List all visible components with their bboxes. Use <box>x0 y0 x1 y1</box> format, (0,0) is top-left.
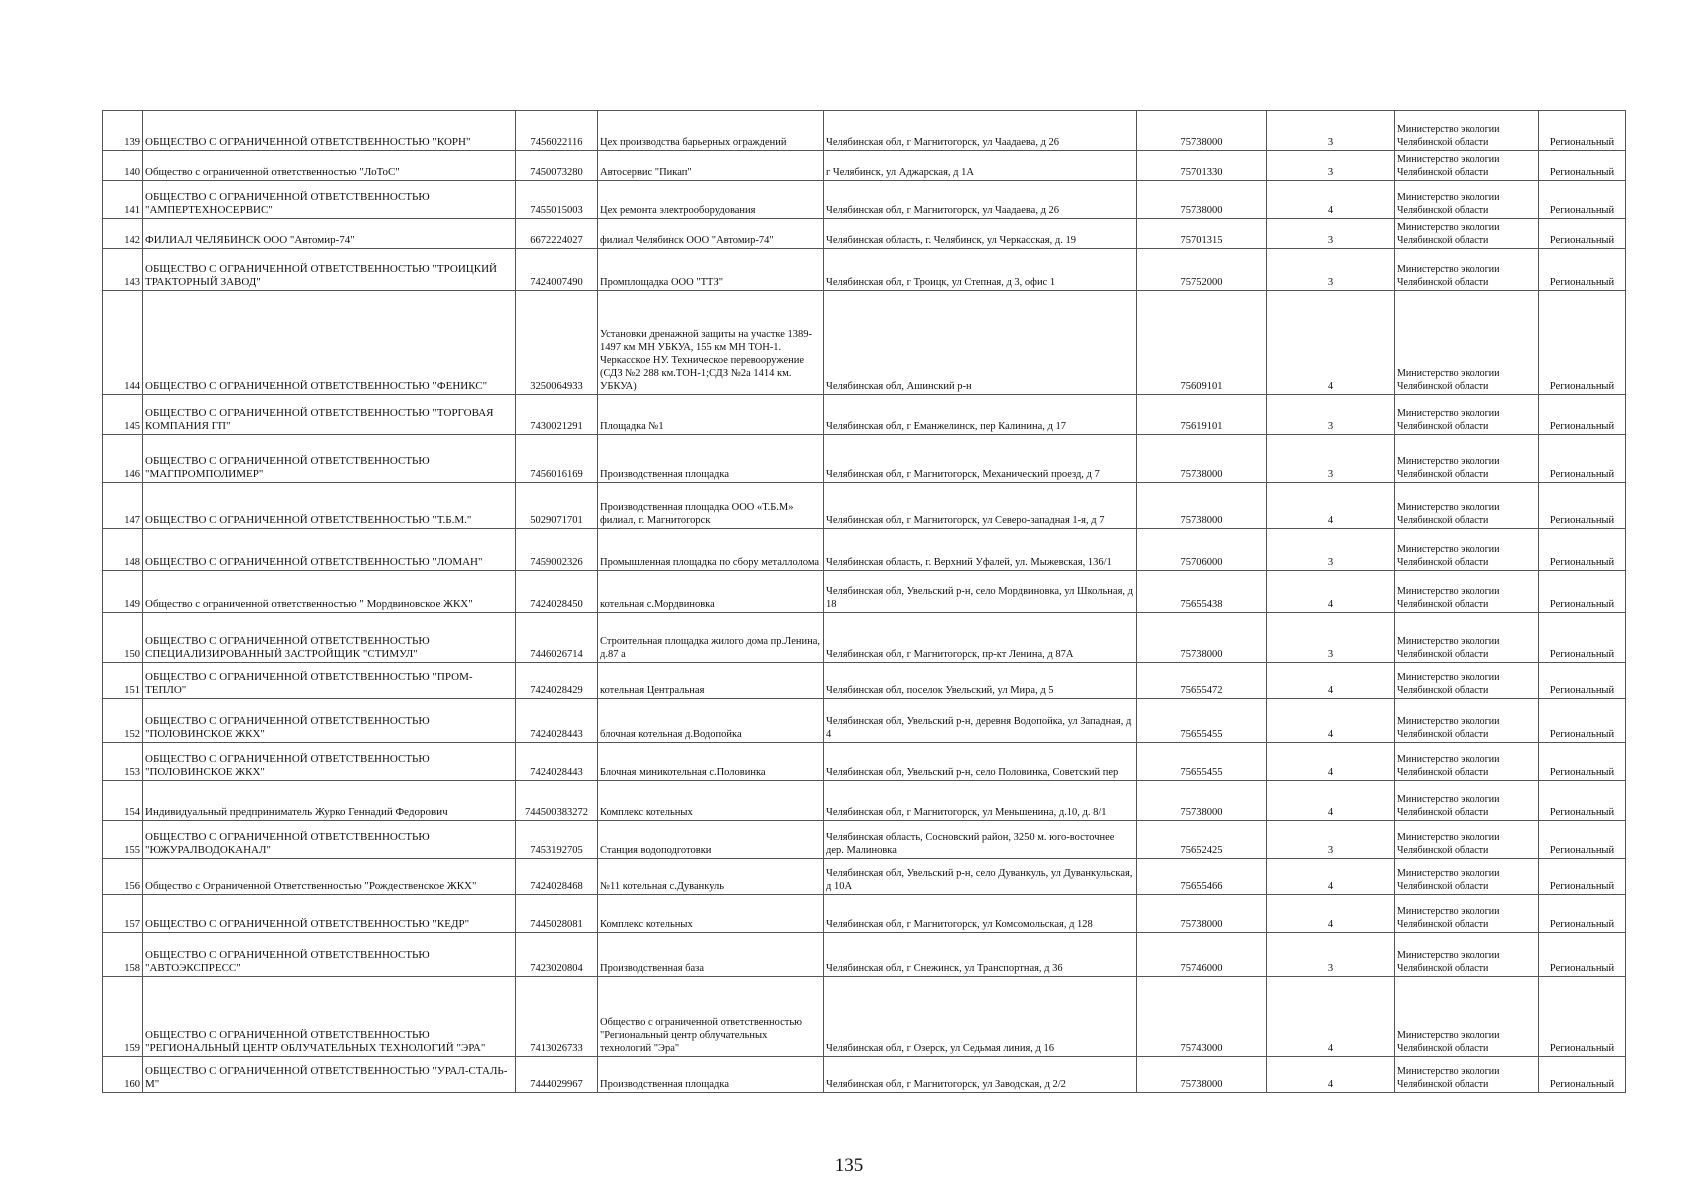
supervising-authority: Министерство экологии Челябинской области <box>1395 181 1539 219</box>
object-name: Площадка №1 <box>598 395 824 435</box>
row-number: 143 <box>103 249 143 291</box>
table-row <box>103 859 1626 895</box>
object-address: Челябинская обл, г Магнитогорск, ул Заводская, д 2/2 <box>824 1057 1137 1093</box>
oktmo-code: 75655455 <box>1137 743 1267 781</box>
object-name: Станция водоподготовки <box>598 821 824 859</box>
supervising-authority: Министерство экологии Челябинской области <box>1395 1057 1539 1093</box>
row-number: 154 <box>103 781 143 821</box>
row-number: 158 <box>103 933 143 977</box>
organization-name: Общество с Ограниченной Ответственностью "Рождественское ЖКХ" <box>143 859 516 895</box>
object-name: Установки дренажной защиты на участке 1389-1497 км МН УБКУА, 155 км МН ТОН-1. Черкасское НУ. Техническое перевооружение (СДЗ №2 288 км.ТОН-1;СДЗ №2а 1414 км. УБКУА) <box>598 291 824 395</box>
supervision-level: Региональный <box>1539 151 1626 181</box>
oktmo-code: 75738000 <box>1137 181 1267 219</box>
supervision-level: Региональный <box>1539 933 1626 977</box>
inn-cell: 7423020804 <box>516 933 598 977</box>
table-row <box>103 895 1626 933</box>
supervision-level: Региональный <box>1539 663 1626 699</box>
row-number: 157 <box>103 895 143 933</box>
oktmo-code: 75738000 <box>1137 781 1267 821</box>
supervising-authority: Министерство экологии Челябинской области <box>1395 249 1539 291</box>
object-address: Челябинская область, Сосновский район, 3250 м. юго-восточнее дер. Малиновка <box>824 821 1137 859</box>
table-row <box>103 151 1626 181</box>
object-category: 4 <box>1267 291 1395 395</box>
organization-name: ОБЩЕСТВО С ОГРАНИЧЕННОЙ ОТВЕТСТВЕННОСТЬЮ "ТРОИЦКИЙ ТРАКТОРНЫЙ ЗАВОД" <box>143 249 516 291</box>
object-address: Челябинская обл, Увельский р-н, село Дуванкуль, ул Дуванкульская, д 10А <box>824 859 1137 895</box>
organization-name: ОБЩЕСТВО С ОГРАНИЧЕННОЙ ОТВЕТСТВЕННОСТЬЮ "КОРН" <box>143 111 516 151</box>
supervising-authority: Министерство экологии Челябинской области <box>1395 435 1539 483</box>
supervising-authority: Министерство экологии Челябинской области <box>1395 663 1539 699</box>
object-address: Челябинская обл, г Озерск, ул Седьмая линия, д 16 <box>824 977 1137 1057</box>
inn-cell: 7446026714 <box>516 613 598 663</box>
supervising-authority: Министерство экологии Челябинской области <box>1395 395 1539 435</box>
row-number: 146 <box>103 435 143 483</box>
row-number: 145 <box>103 395 143 435</box>
object-name: блочная котельная д.Водопойка <box>598 699 824 743</box>
supervision-level: Региональный <box>1539 613 1626 663</box>
inn-cell: 7455015003 <box>516 181 598 219</box>
object-address: Челябинская обл, г Снежинск, ул Транспортная, д 36 <box>824 933 1137 977</box>
object-name: Производственная площадка <box>598 435 824 483</box>
table-row <box>103 395 1626 435</box>
oktmo-code: 75738000 <box>1137 483 1267 529</box>
supervision-level: Региональный <box>1539 249 1626 291</box>
inn-cell: 7424028443 <box>516 699 598 743</box>
inn-cell: 7430021291 <box>516 395 598 435</box>
oktmo-code: 75738000 <box>1137 435 1267 483</box>
supervision-level: Региональный <box>1539 895 1626 933</box>
inn-cell: 7424028443 <box>516 743 598 781</box>
inn-cell: 7444029967 <box>516 1057 598 1093</box>
table-row <box>103 219 1626 249</box>
object-address: Челябинская обл, Ашинский р-н <box>824 291 1137 395</box>
row-number: 139 <box>103 111 143 151</box>
inn-cell: 7459002326 <box>516 529 598 571</box>
supervising-authority: Министерство экологии Челябинской области <box>1395 151 1539 181</box>
oktmo-code: 75655466 <box>1137 859 1267 895</box>
inn-cell: 7445028081 <box>516 895 598 933</box>
object-address: Челябинская обл, г Магнитогорск, ул Меньшенина, д.10, д. 8/1 <box>824 781 1137 821</box>
object-category: 4 <box>1267 571 1395 613</box>
oktmo-code: 75655472 <box>1137 663 1267 699</box>
supervision-level: Региональный <box>1539 291 1626 395</box>
oktmo-code: 75706000 <box>1137 529 1267 571</box>
row-number: 160 <box>103 1057 143 1093</box>
inn-cell: 7413026733 <box>516 977 598 1057</box>
row-number: 151 <box>103 663 143 699</box>
supervising-authority: Министерство экологии Челябинской области <box>1395 613 1539 663</box>
supervision-level: Региональный <box>1539 483 1626 529</box>
registry-body <box>103 111 1626 1093</box>
table-row <box>103 249 1626 291</box>
table-row <box>103 743 1626 781</box>
object-name: филиал Челябинск ООО "Автомир-74" <box>598 219 824 249</box>
organization-name: ФИЛИАЛ ЧЕЛЯБИНСК ООО "Автомир-74" <box>143 219 516 249</box>
supervision-level: Региональный <box>1539 859 1626 895</box>
object-address: Челябинская обл, г Еманжелинск, пер Калинина, д 17 <box>824 395 1137 435</box>
object-name: №11 котельная с.Дуванкуль <box>598 859 824 895</box>
organization-name: ОБЩЕСТВО С ОГРАНИЧЕННОЙ ОТВЕТСТВЕННОСТЬЮ "Т.Б.М." <box>143 483 516 529</box>
organization-name: ОБЩЕСТВО С ОГРАНИЧЕННОЙ ОТВЕТСТВЕННОСТЬЮ "ЮЖУРАЛВОДОКАНАЛ" <box>143 821 516 859</box>
object-address: Челябинская обл, г Магнитогорск, ул Чаадаева, д 26 <box>824 181 1137 219</box>
oktmo-code: 75701315 <box>1137 219 1267 249</box>
object-category: 4 <box>1267 895 1395 933</box>
inn-cell: 7453192705 <box>516 821 598 859</box>
row-number: 150 <box>103 613 143 663</box>
supervision-level: Региональный <box>1539 571 1626 613</box>
object-address: Челябинская обл, г Магнитогорск, ул Комсомольская, д 128 <box>824 895 1137 933</box>
object-name: Промплощадка ООО "ТТЗ" <box>598 249 824 291</box>
object-category: 3 <box>1267 395 1395 435</box>
object-address: Челябинская обл, поселок Увельский, ул Мира, д 5 <box>824 663 1137 699</box>
object-name: Комплекс котельных <box>598 781 824 821</box>
object-address: Челябинская обл, г Магнитогорск, Механический проезд, д 7 <box>824 435 1137 483</box>
object-category: 4 <box>1267 743 1395 781</box>
supervision-level: Региональный <box>1539 435 1626 483</box>
table-row <box>103 977 1626 1057</box>
organization-name: ОБЩЕСТВО С ОГРАНИЧЕННОЙ ОТВЕТСТВЕННОСТЬЮ "РЕГИОНАЛЬНЫЙ ЦЕНТР ОБЛУЧАТЕЛЬНЫХ ТЕХНОЛОГИЙ "ЭРА" <box>143 977 516 1057</box>
object-category: 4 <box>1267 483 1395 529</box>
supervising-authority: Министерство экологии Челябинской области <box>1395 529 1539 571</box>
row-number: 159 <box>103 977 143 1057</box>
oktmo-code: 75752000 <box>1137 249 1267 291</box>
table-row <box>103 1057 1626 1093</box>
object-name: Цех ремонта электрооборудования <box>598 181 824 219</box>
supervising-authority: Министерство экологии Челябинской области <box>1395 571 1539 613</box>
table-row <box>103 483 1626 529</box>
object-name: котельная Центральная <box>598 663 824 699</box>
object-address: Челябинская область, г. Челябинск, ул Черкасская, д. 19 <box>824 219 1137 249</box>
object-category: 4 <box>1267 859 1395 895</box>
supervision-level: Региональный <box>1539 977 1626 1057</box>
supervising-authority: Министерство экологии Челябинской области <box>1395 933 1539 977</box>
table-row <box>103 613 1626 663</box>
organization-name: ОБЩЕСТВО С ОГРАНИЧЕННОЙ ОТВЕТСТВЕННОСТЬЮ "ЛОМАН" <box>143 529 516 571</box>
inn-cell: 6672224027 <box>516 219 598 249</box>
table-row <box>103 821 1626 859</box>
object-category: 3 <box>1267 151 1395 181</box>
organization-name: Общество с ограниченной ответственностью " Мордвиновское ЖКХ" <box>143 571 516 613</box>
organization-name: ОБЩЕСТВО С ОГРАНИЧЕННОЙ ОТВЕТСТВЕННОСТЬЮ СПЕЦИАЛИЗИРОВАННЫЙ ЗАСТРОЙЩИК "СТИМУЛ" <box>143 613 516 663</box>
object-name: Автосервис "Пикап" <box>598 151 824 181</box>
oktmo-code: 75738000 <box>1137 613 1267 663</box>
organization-name: ОБЩЕСТВО С ОГРАНИЧЕННОЙ ОТВЕТСТВЕННОСТЬЮ "АМПЕРТЕХНОСЕРВИС" <box>143 181 516 219</box>
supervising-authority: Министерство экологии Челябинской области <box>1395 699 1539 743</box>
object-category: 4 <box>1267 1057 1395 1093</box>
table-row <box>103 663 1626 699</box>
inn-cell: 7456016169 <box>516 435 598 483</box>
object-category: 3 <box>1267 219 1395 249</box>
object-category: 4 <box>1267 977 1395 1057</box>
object-category: 3 <box>1267 933 1395 977</box>
oktmo-code: 75746000 <box>1137 933 1267 977</box>
supervising-authority: Министерство экологии Челябинской области <box>1395 483 1539 529</box>
supervision-level: Региональный <box>1539 219 1626 249</box>
organization-name: ОБЩЕСТВО С ОГРАНИЧЕННОЙ ОТВЕТСТВЕННОСТЬЮ "АВТОЭКСПРЕСС" <box>143 933 516 977</box>
object-address: Челябинская обл, Увельский р-н, деревня Водопойка, ул Западная, д 4 <box>824 699 1137 743</box>
table-row <box>103 435 1626 483</box>
object-address: Челябинская обл, г Магнитогорск, пр-кт Ленина, д 87А <box>824 613 1137 663</box>
object-name: котельная с.Мордвиновка <box>598 571 824 613</box>
supervision-level: Региональный <box>1539 395 1626 435</box>
supervising-authority: Министерство экологии Челябинской области <box>1395 977 1539 1057</box>
object-address: Челябинская обл, Увельский р-н, село Половинка, Советский пер <box>824 743 1137 781</box>
supervising-authority: Министерство экологии Челябинской области <box>1395 895 1539 933</box>
object-name: Строительная площадка жилого дома пр.Ленина, д.87 а <box>598 613 824 663</box>
oktmo-code: 75738000 <box>1137 895 1267 933</box>
object-name: Производственная площадка <box>598 1057 824 1093</box>
organization-name: Общество с ограниченной ответственностью "ЛоТоС" <box>143 151 516 181</box>
supervising-authority: Министерство экологии Челябинской области <box>1395 821 1539 859</box>
supervision-level: Региональный <box>1539 111 1626 151</box>
object-address: Челябинская обл, г Троицк, ул Степная, д 3, офис 1 <box>824 249 1137 291</box>
object-category: 4 <box>1267 181 1395 219</box>
table-row <box>103 529 1626 571</box>
organization-name: ОБЩЕСТВО С ОГРАНИЧЕННОЙ ОТВЕТСТВЕННОСТЬЮ "ПОЛОВИНСКОЕ ЖКХ" <box>143 743 516 781</box>
object-category: 3 <box>1267 111 1395 151</box>
object-name: Промышленная площадка по сбору металлолома <box>598 529 824 571</box>
table-row <box>103 181 1626 219</box>
supervising-authority: Министерство экологии Челябинской области <box>1395 743 1539 781</box>
row-number: 147 <box>103 483 143 529</box>
object-category: 3 <box>1267 821 1395 859</box>
object-address: г Челябинск, ул Аджарская, д 1А <box>824 151 1137 181</box>
supervising-authority: Министерство экологии Челябинской области <box>1395 219 1539 249</box>
row-number: 149 <box>103 571 143 613</box>
oktmo-code: 75738000 <box>1137 1057 1267 1093</box>
inn-cell: 7456022116 <box>516 111 598 151</box>
supervising-authority: Министерство экологии Челябинской области <box>1395 781 1539 821</box>
object-category: 3 <box>1267 435 1395 483</box>
inn-cell: 7424028429 <box>516 663 598 699</box>
table-row <box>103 111 1626 151</box>
row-number: 155 <box>103 821 143 859</box>
organization-name: ОБЩЕСТВО С ОГРАНИЧЕННОЙ ОТВЕТСТВЕННОСТЬЮ "ТОРГОВАЯ КОМПАНИЯ ГП" <box>143 395 516 435</box>
object-category: 4 <box>1267 663 1395 699</box>
oktmo-code: 75701330 <box>1137 151 1267 181</box>
object-category: 3 <box>1267 529 1395 571</box>
row-number: 148 <box>103 529 143 571</box>
supervision-level: Региональный <box>1539 821 1626 859</box>
organization-name: ОБЩЕСТВО С ОГРАНИЧЕННОЙ ОТВЕТСТВЕННОСТЬЮ "МАГПРОМПОЛИМЕР" <box>143 435 516 483</box>
organization-name: ОБЩЕСТВО С ОГРАНИЧЕННОЙ ОТВЕТСТВЕННОСТЬЮ "ПРОМ-ТЕПЛО" <box>143 663 516 699</box>
row-number: 152 <box>103 699 143 743</box>
table-row <box>103 781 1626 821</box>
object-category: 4 <box>1267 699 1395 743</box>
row-number: 153 <box>103 743 143 781</box>
row-number: 141 <box>103 181 143 219</box>
object-address: Челябинская обл, Увельский р-н, село Мордвиновка, ул Школьная, д 18 <box>824 571 1137 613</box>
inn-cell: 7424007490 <box>516 249 598 291</box>
organization-name: ОБЩЕСТВО С ОГРАНИЧЕННОЙ ОТВЕТСТВЕННОСТЬЮ "ПОЛОВИНСКОЕ ЖКХ" <box>143 699 516 743</box>
oktmo-code: 75743000 <box>1137 977 1267 1057</box>
inn-cell: 7424028450 <box>516 571 598 613</box>
table-row <box>103 571 1626 613</box>
object-name: Цех производства барьерных ограждений <box>598 111 824 151</box>
table-row <box>103 933 1626 977</box>
oktmo-code: 75655438 <box>1137 571 1267 613</box>
organization-name: ОБЩЕСТВО С ОГРАНИЧЕННОЙ ОТВЕТСТВЕННОСТЬЮ "КЕДР" <box>143 895 516 933</box>
oktmo-code: 75619101 <box>1137 395 1267 435</box>
object-category: 3 <box>1267 249 1395 291</box>
inn-cell: 3250064933 <box>516 291 598 395</box>
object-name: Комплекс котельных <box>598 895 824 933</box>
organization-name: ОБЩЕСТВО С ОГРАНИЧЕННОЙ ОТВЕТСТВЕННОСТЬЮ "УРАЛ-СТАЛЬ-М" <box>143 1057 516 1093</box>
inn-cell: 7424028468 <box>516 859 598 895</box>
oktmo-code: 75609101 <box>1137 291 1267 395</box>
supervising-authority: Министерство экологии Челябинской области <box>1395 291 1539 395</box>
organization-name: Индивидуальный предприниматель Журко Геннадий Федорович <box>143 781 516 821</box>
object-name: Производственная база <box>598 933 824 977</box>
table-row <box>103 291 1626 395</box>
object-address: Челябинская обл, г Магнитогорск, ул Чаадаева, д 26 <box>824 111 1137 151</box>
object-name: Производственная площадка ООО «Т.Б.М» филиал, г. Магнитогорск <box>598 483 824 529</box>
object-address: Челябинская обл, г Магнитогорск, ул Северо-западная 1-я, д 7 <box>824 483 1137 529</box>
oktmo-code: 75738000 <box>1137 111 1267 151</box>
object-category: 4 <box>1267 781 1395 821</box>
supervision-level: Региональный <box>1539 181 1626 219</box>
table-row <box>103 699 1626 743</box>
row-number: 156 <box>103 859 143 895</box>
inn-cell: 7450073280 <box>516 151 598 181</box>
organization-name: ОБЩЕСТВО С ОГРАНИЧЕННОЙ ОТВЕТСТВЕННОСТЬЮ "ФЕНИКС" <box>143 291 516 395</box>
supervising-authority: Министерство экологии Челябинской области <box>1395 111 1539 151</box>
registry-table <box>102 110 1626 1093</box>
object-name: Блочная миникотельная с.Половинка <box>598 743 824 781</box>
object-address: Челябинская область, г. Верхний Уфалей, ул. Мыжевская, 136/1 <box>824 529 1137 571</box>
oktmo-code: 75652425 <box>1137 821 1267 859</box>
supervising-authority: Министерство экологии Челябинской области <box>1395 859 1539 895</box>
page-number: 135 <box>834 1155 864 1176</box>
supervision-level: Региональный <box>1539 699 1626 743</box>
supervision-level: Региональный <box>1539 1057 1626 1093</box>
supervision-level: Региональный <box>1539 743 1626 781</box>
supervision-level: Региональный <box>1539 529 1626 571</box>
object-name: Общество с ограниченной ответственностью "Региональный центр облучательных технологий "Эра" <box>598 977 824 1057</box>
row-number: 140 <box>103 151 143 181</box>
row-number: 142 <box>103 219 143 249</box>
inn-cell: 744500383272 <box>516 781 598 821</box>
oktmo-code: 75655455 <box>1137 699 1267 743</box>
object-category: 3 <box>1267 613 1395 663</box>
row-number: 144 <box>103 291 143 395</box>
inn-cell: 5029071701 <box>516 483 598 529</box>
supervision-level: Региональный <box>1539 781 1626 821</box>
